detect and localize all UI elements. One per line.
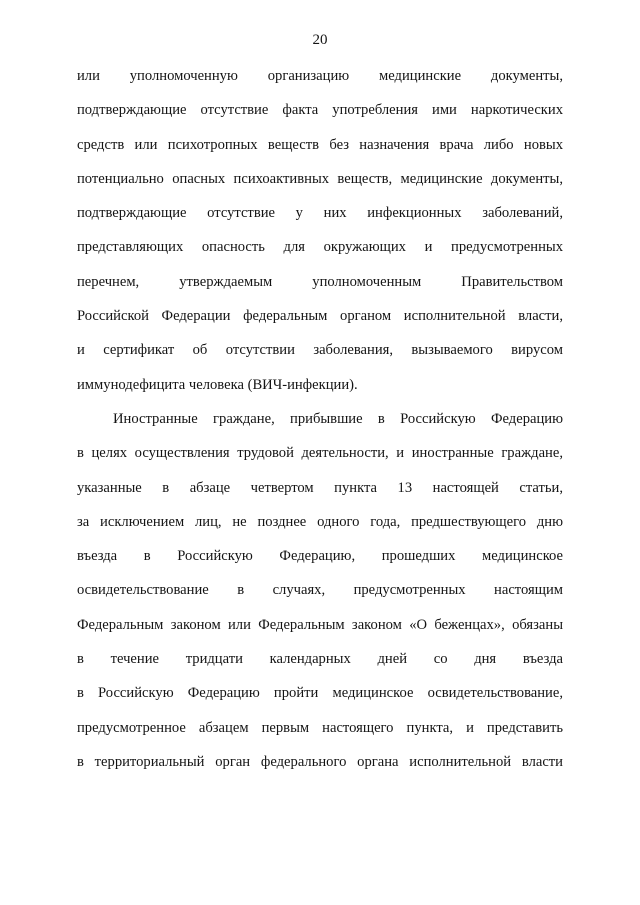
text-line: в течение тридцати календарных дней со дня въезда — [77, 651, 563, 668]
text-line: подтверждающие отсутствие у них инфекционных заболеваний, — [77, 205, 563, 222]
text-line: Российской Федерации федеральным органом исполнительной власти, — [77, 308, 563, 325]
page-number: 20 — [312, 32, 328, 48]
text-line: потенциально опасных психоактивных веществ, медицинские документы, — [77, 170, 563, 187]
text-line: в территориальный орган федерального органа исполнительной власти — [77, 753, 563, 770]
text-line: в Российскую Федерацию пройти медицинское освидетельствование, — [77, 685, 563, 702]
text-line: или уполномоченную организацию медицинские документы, — [77, 68, 563, 84]
document-body — [77, 66, 563, 786]
paragraph-last-line: иммунодефицита человека (ВИЧ-инфекции). — [77, 376, 358, 393]
text-line: и сертификат об отсутствии заболевания, вызываемого вирусом — [77, 342, 563, 359]
paragraph-first-line: Иностранные граждане, прибывшие в Российскую Федерацию — [113, 410, 563, 427]
text-line: подтверждающие отсутствие факта употребления ими наркотических — [77, 102, 563, 119]
text-line: представляющих опасность для окружающих и предусмотренных — [77, 239, 563, 256]
text-line: перечнем, утверждаемым уполномоченным Правительством — [77, 273, 563, 290]
text-line: предусмотренное абзацем первым настоящего пункта, и представить — [77, 719, 563, 736]
text-line: въезда в Российскую Федерацию, прошедших медицинское — [77, 548, 563, 565]
text-line: за исключением лиц, не позднее одного года, предшествующего дню — [77, 513, 563, 530]
text-line: освидетельствование в случаях, предусмотренных настоящим — [77, 582, 563, 599]
text-line: указанные в абзаце четвертом пункта 13 настоящей статьи, — [77, 479, 563, 496]
text-line: в целях осуществления трудовой деятельности, и иностранные граждане, — [77, 445, 563, 462]
text-line: средств или психотропных веществ без назначения врача либо новых — [77, 136, 563, 153]
text-line: Федеральным законом или Федеральным законом «О беженцах», обязаны — [77, 616, 563, 633]
